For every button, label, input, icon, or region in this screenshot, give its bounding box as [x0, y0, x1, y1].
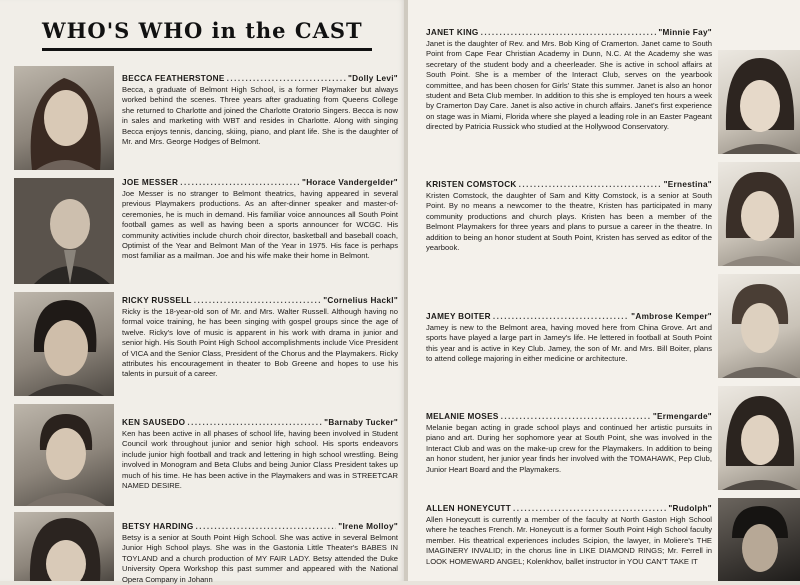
ken-sausedo-photo — [14, 404, 114, 506]
page-gutter — [404, 0, 408, 581]
cast-role: "Irene Molloy" — [338, 522, 398, 531]
cast-bio: Melanie began acting in grade school plays and continued her artistic pursuits in piano and art. During her sophomore year at South Point, she was involved in the Interact Club and was on the make-up crew for the Playmakers. In addition to being an honor student, her junior year finds her involved with the TOMAHAWK, Pep Club, Junior Heart Board and the Playmakers. — [426, 423, 712, 474]
portrait-photo-icon — [14, 292, 114, 396]
cast-entry — [122, 418, 398, 491]
melanie-moses-photo — [718, 386, 800, 490]
cast-name: KRISTEN COMSTOCK — [426, 180, 517, 189]
cast-entry-heading — [122, 522, 398, 532]
ricky-russell-photo — [14, 292, 114, 396]
cast-name: JAMEY BOITER — [426, 312, 491, 321]
cast-bio: Jamey is new to the Belmont area, having moved here from China Grove. Art and sports have played a large part in Jamey's life. He lettered in football at South Point this year and is active in Key Club. Jamey, the son of Mr. and Mrs. Bill Boiter, plans to attend college majoring in either medicine or architecture. — [426, 323, 712, 364]
becca-featherstone-photo — [14, 66, 114, 170]
cast-entry — [426, 28, 712, 133]
joe-messer-photo — [14, 178, 114, 284]
cast-bio: Ricky is the 18-year-old son of Mr. and Mrs. Walter Russell. Although having no formal voice training, he has been singing with gospel groups since the age of twelve. Ricky's love of music is apparent in his work with drama in junior and senior high. His South Point High School accomplishments include Vice President of VICA and the Senior Class, President of the Chorus and the Playmakers. Ricky attributes his encouragement in theater to Bob Greene and hopes to use his talents in pursuit of a career. — [122, 307, 398, 379]
cast-role: "Ambrose Kemper" — [631, 312, 712, 321]
cast-entry — [122, 296, 398, 380]
cast-role: "Cornelius Hackl" — [323, 296, 398, 305]
cast-entry-heading — [426, 504, 712, 514]
cast-entry-heading — [426, 412, 712, 422]
cast-role: "Rudolph" — [668, 504, 712, 513]
leader-dots — [187, 418, 322, 428]
portrait-photo-icon — [14, 512, 114, 581]
cast-bio: Joe Messer is no stranger to Belmont theatrics, having appeared in several previous Playmakers productions. As an after-dinner speaker and master-of-ceremonies, he is much in demand. His familiar voice announces all South Point football games as well as having been a sports announcer for WCGC. His community activities include church choir director, basketball and baseball coach, Optimist of the Year and Belmont Man of the Year in 1975. His face is perhaps most familiar as a mailman. Joe and his wife make their home in Belmont. — [122, 189, 398, 261]
cast-entry — [426, 180, 712, 253]
betsy-harding-photo — [14, 512, 114, 581]
portrait-photo-icon — [718, 498, 800, 581]
leader-dots — [227, 74, 346, 84]
cast-name: JANET KING — [426, 28, 479, 37]
cast-bio: Ken has been active in all phases of school life, having been involved in Student Council work throughout junior and senior high school. His sports endeavors include junior high football and track and lettering in high school wrestling. Being involved in Monogram and Beta Clubs and being Junior Class President takes up much of his time. He has been active in the Playmakers and was in STREETCAR NAMED DESIRE. — [122, 429, 398, 491]
cast-name: BETSY HARDING — [122, 522, 194, 531]
cast-entry-heading — [122, 296, 398, 306]
portrait-photo-icon — [718, 274, 800, 378]
cast-bio: Janet is the daughter of Rev. and Mrs. Bob King of Cramerton. Janet came to South Point from Cape Fear Christian Academy in Dunn, N.C. At the Academy she was secretary of the student body and a cheerleader. She is active in school affairs at South Point. She is a member of the Interact Club, serves on the yearbook committee, and has been chosen for Girls' State this summer. Janet is also an honor student and Beta Club member. In addition to this she is employed ten hours a week by Cramerton Day Care. Janet is also active in church affairs. Janet's first experience on stage was in Miami, Florida where she played a leading role in an Easter Pageant directed by Patricia Russick who studied at the Hollywood Conservatory. — [426, 39, 712, 132]
leader-dots — [513, 504, 666, 514]
cast-entry — [426, 504, 712, 567]
portrait-photo-icon — [718, 386, 800, 490]
allen-honeycutt-photo — [718, 498, 800, 581]
leader-dots — [194, 296, 322, 306]
cast-name: ALLEN HONEYCUTT — [426, 504, 512, 513]
cast-name: JOE MESSER — [122, 178, 179, 187]
leader-dots — [519, 180, 662, 190]
portrait-photo-icon — [14, 178, 114, 284]
cast-role: "Barnaby Tucker" — [324, 418, 398, 427]
leader-dots — [493, 312, 629, 322]
jamey-boiter-photo — [718, 274, 800, 378]
cast-bio: Allen Honeycutt is currently a member of the faculty at North Gaston High School where he teaches French. Mr. Honeycutt is a former South Point High School faculty member. His theatrical experiences includes Scipion, the lawyer, in Moliere's THE IMAGINERY INVALID; in the chorus line in LIKE DIAMOND RINGS; Mr. Ferrell in LOOK HOMEWARD ANGEL; Kolenkhov, ballet instructor in YOU CAN'T TAKE IT — [426, 515, 712, 566]
cast-entry — [122, 178, 398, 262]
cast-name: KEN SAUSEDO — [122, 418, 186, 427]
leader-dots — [196, 522, 337, 532]
heading-rule — [42, 48, 372, 51]
page-heading: WHO'S WHO in the CAST — [42, 18, 363, 43]
cast-entry-heading — [426, 180, 712, 190]
janet-king-photo — [718, 50, 800, 154]
cast-entry — [122, 522, 398, 585]
cast-role: "Horace Vandergelder" — [302, 178, 398, 187]
leader-dots — [180, 178, 300, 188]
portrait-photo-icon — [718, 50, 800, 154]
cast-entry-heading — [122, 178, 398, 188]
cast-role: "Ermengarde" — [652, 412, 712, 421]
cast-entry-heading — [122, 74, 398, 84]
cast-entry-heading — [426, 28, 712, 38]
portrait-photo-icon — [718, 162, 800, 266]
portrait-photo-icon — [14, 404, 114, 506]
cast-name: MELANIE MOSES — [426, 412, 499, 421]
cast-entry-heading — [426, 312, 712, 322]
cast-role: "Minnie Fay" — [658, 28, 712, 37]
cast-name: BECCA FEATHERSTONE — [122, 74, 225, 83]
cast-entry — [426, 412, 712, 475]
kristen-comstock-photo — [718, 162, 800, 266]
cast-entry — [122, 74, 398, 147]
cast-bio: Becca, a graduate of Belmont High School, is a former Playmaker but always worked behind the scenes. Three years after graduating from Queens College she returned to Charlotte and joined the Charlotte Oratorio Singers. Becca is now in sales and marketing with WBT and resides in Charlotte. Along with singing Becca enjoys tennis, dancing, skiing, piano, and plant life. She is the daughter of Mr. and Mrs. George Hodges of Belmont. — [122, 85, 398, 147]
cast-role: "Dolly Levi" — [347, 74, 398, 83]
cast-role: "Ernestina" — [663, 180, 712, 189]
leader-dots — [501, 412, 651, 422]
cast-entry — [426, 312, 712, 365]
cast-entry-heading — [122, 418, 398, 428]
leader-dots — [481, 28, 657, 38]
cast-bio: Betsy is a senior at South Point High School. She was active in several Belmont Junior High School plays. She was in the Gastonia Little Theater's BABES IN TOYLAND and a church production of MY FAIR LADY. Betsy attended the Duke University Opera Workshop this past summer and appeared with the National Opera Company in Johann — [122, 533, 398, 584]
portrait-photo-icon — [14, 66, 114, 170]
cast-bio: Kristen Comstock, the daughter of Sam and Kitty Comstock, is a senior at South Point. By no means a newcomer to the theatre, Kristen has participated in many community productions and church plays. Kristen has been a member of the Belmont Playmakers for three years and plans to pursue a career in the theatre. In addition to being an honor student at South Point, Kristen has served as editor of the yearbook. — [426, 191, 712, 253]
cast-name: RICKY RUSSELL — [122, 296, 192, 305]
